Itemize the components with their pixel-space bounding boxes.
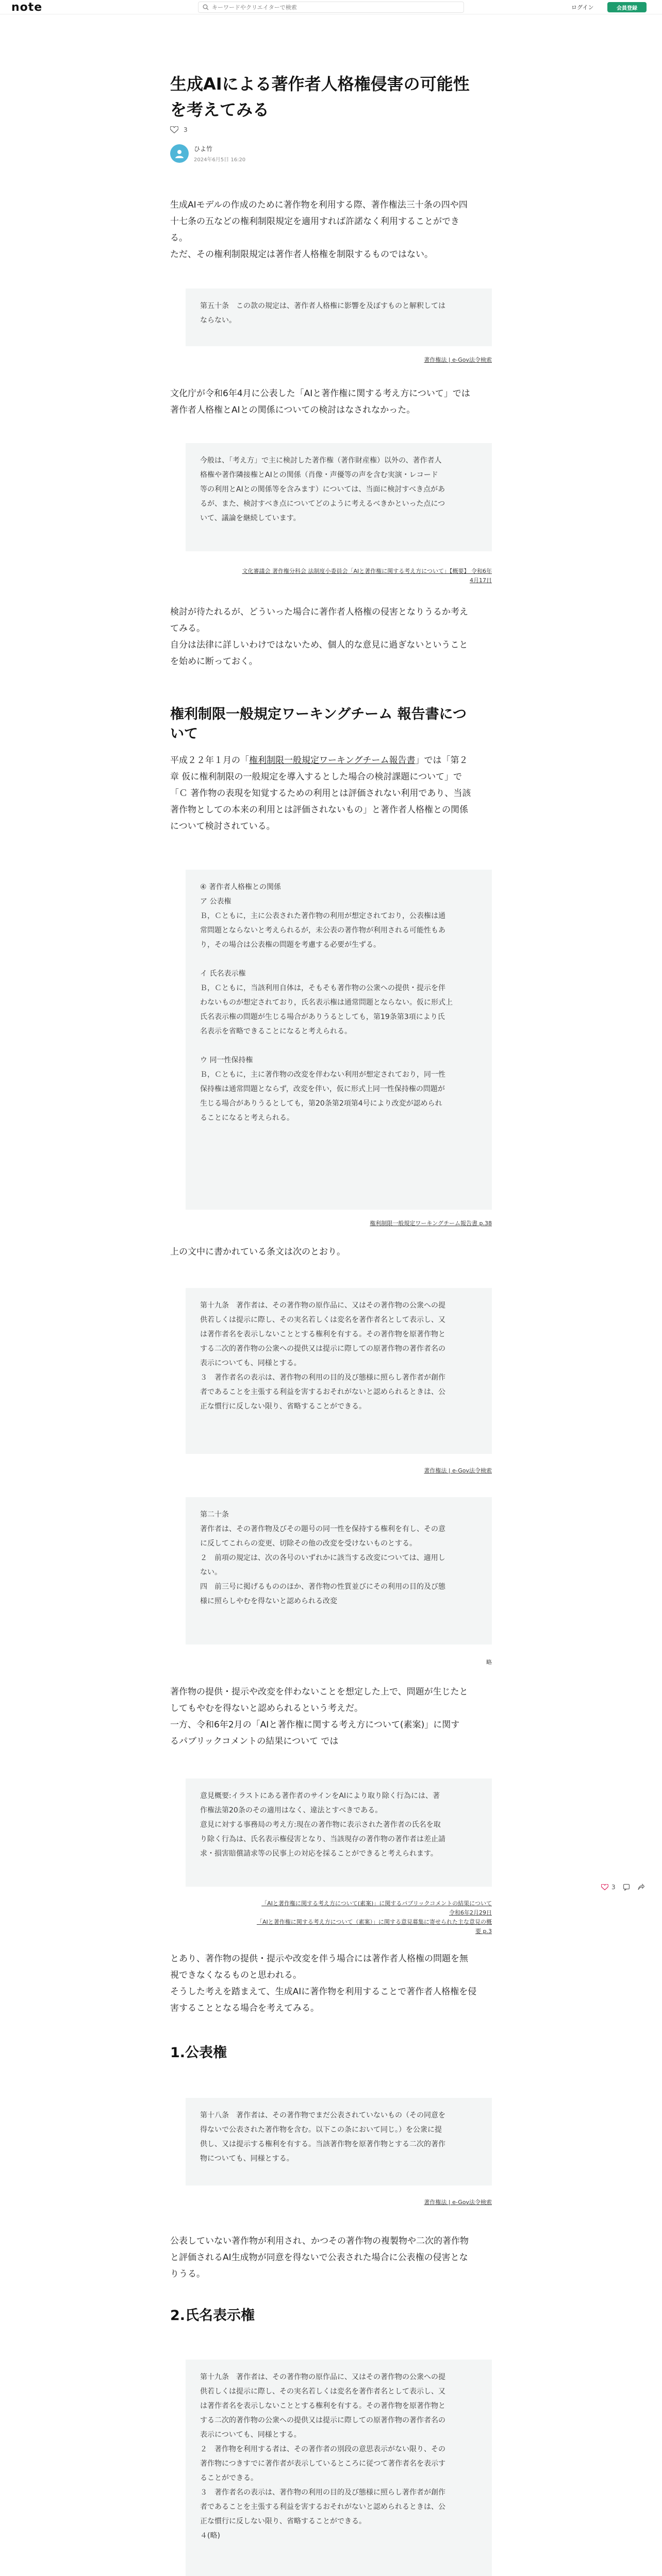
text-span: 」では「第２ xyxy=(415,755,468,766)
quote-line: 得ないで公表された著作物を含む。以下この条において同じ。）を公衆に提 xyxy=(200,2126,442,2134)
quote-line: 第十八条 著作者は、その著作物でまだ公表されていないもの（その同意を xyxy=(200,2111,445,2120)
text-line: りうる。 xyxy=(170,2269,205,2279)
quote-line: るが、また、検討すべき点についてどのように考えるべきかといった点につ xyxy=(200,500,445,508)
quote-line: Ｂ，Ｃともに，主に公表された著作物の利用が想定されており，公表権は通 xyxy=(200,912,445,920)
section-heading-1: 1.公表権 xyxy=(170,2045,227,2061)
quote-line: ３ 著作者名の表示は、著作物の利用の目的及び態様に照らし著作者が創作 xyxy=(200,2488,445,2497)
text-line: 視できなくなるものと思われる。 xyxy=(170,1970,302,1980)
quote-line: 正な慣行に反しない限り、省略することができる。 xyxy=(200,2517,366,2526)
report-link[interactable]: 権利制限一般規定ワーキングチーム報告書 xyxy=(249,755,416,766)
quote-line xyxy=(200,1039,477,1053)
paragraph-4 xyxy=(170,752,492,835)
quote-line: 第十九条 著作者は、その著作物の原作品に、又はその著作物の公衆への提 xyxy=(200,1301,445,1310)
search-icon xyxy=(203,4,209,10)
quote-line: 四 前三号に掲げるもののほか、著作物の性質並びにその利用の目的及び態 xyxy=(200,1583,445,1591)
text-line: るパブリックコメントの結果について では xyxy=(170,1736,339,1747)
quote-line: 格権や著作隣接権とAIとの関係（肖像・声優等の声を含む実演・レコード xyxy=(200,471,438,479)
text-line: てみる。 xyxy=(170,623,205,634)
quote-line: は著作者名を表示しないこととする権利を有する。その著作物を原著作物と xyxy=(200,2402,445,2410)
float-like[interactable] xyxy=(601,1884,616,1891)
text-line: 著作物としての本来の利用とは評価されないもの」と著作者人格権との関係 xyxy=(170,805,468,815)
blockquote-3 xyxy=(186,870,492,1210)
author-block[interactable] xyxy=(170,144,245,163)
quote-line: ④ 著作者人格権との関係 xyxy=(200,883,282,891)
paragraph-2 xyxy=(170,385,492,418)
text-line: 検討が待たれるが、どういった場合に著作者人格権の侵害となりうるか考え xyxy=(170,607,468,617)
section-heading-2: 2.氏名表示権 xyxy=(170,2308,255,2324)
quote-line: ることになると考えられる。 xyxy=(200,1114,294,1122)
quote-line: 表示についても、同様とする。 xyxy=(200,1359,301,1367)
blockquote-6 xyxy=(186,1778,492,1887)
quote-line: 者であることを主張する利益を害するおそれがないと認められるときは、公 xyxy=(200,2503,445,2511)
text-line: と評価されるAI生成物が同意を得ないで公表された場合に公表権の侵害とな xyxy=(170,2252,468,2263)
quote-line: ３ 著作者名の表示は、著作物の利用の目的及び態様に照らし著作者が創作 xyxy=(200,1374,445,1382)
quote-line: ４(略) xyxy=(200,2532,220,2540)
text-line: そうした考えを踏まえて、生成AIに著作物を利用することで著作者人格権を侵 xyxy=(170,1987,477,1997)
text-line: 一方、令和6年2月の「AIと著作権に関する考え方について(素案)」に関す xyxy=(170,1720,460,1730)
quote-line: Ｂ，Ｃともに，主に著作物の改変を伴わない利用が想定されており，同一性 xyxy=(200,1071,445,1079)
quote-line: 著作者は、その著作物及びその題号の同一性を保持する権利を有し、その意 xyxy=(200,1525,445,1533)
quote-line: イ 氏名表示権 xyxy=(200,970,246,978)
text-span: 平成２２年１月の「 xyxy=(170,755,249,766)
text-line: ただ、その権利制限規定は著作者人格権を制限するものではない。 xyxy=(170,249,433,260)
quote-line: 第十九条 著作者は、その著作物の原作品に、又はその著作物の公衆への提 xyxy=(200,2373,445,2381)
blockquote-5 xyxy=(186,1497,492,1645)
citation-link[interactable]: 「AIと著作権に関する考え方について（素案）」に関する意見募集に寄せられた主な意見の概 xyxy=(256,1919,492,1925)
float-like-count: 3 xyxy=(611,1884,616,1891)
citation-link[interactable]: 文化審議会 著作権分科会 法制度小委員会「AIと著作権に関する考え方について」【概要】 令和6年 xyxy=(242,568,492,574)
text-line: について検討されている。 xyxy=(170,821,275,832)
section-heading-wg xyxy=(170,705,492,744)
quote-line: 氏名表示権の問題が生じる場合がありうるとしても，第19条第3項により氏 xyxy=(200,1013,445,1021)
quote-line: 第五十条 この款の規定は、著作者人格権に影響を及ぼすものと解釈しては xyxy=(200,302,445,310)
search-box[interactable] xyxy=(198,2,464,13)
quote-line: いて、議論を継続しています。 xyxy=(200,514,301,522)
paragraph-6 xyxy=(170,1684,492,1750)
quote-line: 常問題とならないと考えられるが，未公表の著作物が利用される可能性もあ xyxy=(200,926,445,935)
quote-line: 今般は、「考え方」で主に検討した著作権（著作財産権）以外の、著作者人 xyxy=(200,456,442,465)
signup-button[interactable]: 会員登録 xyxy=(607,2,647,12)
quote-line: り除く行為は、氏名表示権侵害となり、当該現存の著作物の著作者は差止請 xyxy=(200,1835,445,1843)
text-line: 公表していない著作物が利用され、かつその著作物の複製物や二次的著作物 xyxy=(170,2236,469,2246)
quote-line xyxy=(200,952,477,967)
blockquote-8 xyxy=(186,2360,492,2576)
blockquote-7 xyxy=(186,2098,492,2185)
quote-line: ウ 同一性保持権 xyxy=(200,1056,253,1064)
article-title xyxy=(170,71,492,123)
text-line: 文化庁が令和6年4月に公表した「AIと著作権に関する考え方について」では xyxy=(170,388,470,399)
paragraph-3 xyxy=(170,604,492,670)
title-line: を考えてみる xyxy=(170,100,270,120)
paragraph-intro xyxy=(170,197,492,263)
text-line: 章 仮に権利制限の一般規定を導入するとした場合の検討課題について」で xyxy=(170,772,462,782)
quote-line: 正な慣行に反しない限り、省略することができる。 xyxy=(200,1402,366,1411)
like-count: 3 xyxy=(184,126,188,133)
heading-line: 権利制限一般規定ワーキングチーム 報告書につ xyxy=(170,706,467,722)
quote-line: 供若しくは提示に際し、その実名若しくは変名を著作者名として表示し、又 xyxy=(200,2387,445,2396)
quote-line: 供若しくは提示に際し、その実名若しくは変名を著作者名として表示し、又 xyxy=(200,1316,445,1324)
text-line: 著作者人格権とAIとの関係についての検討はなされなかった。 xyxy=(170,405,416,415)
comment-icon[interactable] xyxy=(623,1884,630,1891)
quote-line: に反してこれらの変更、切除その他の改変を受けないものとする。 xyxy=(200,1539,417,1548)
heart-icon[interactable] xyxy=(601,1884,608,1890)
avatar[interactable] xyxy=(170,144,189,163)
text-line: 自分は法律に詳しいわけではないため、個人的な意見に過ぎないということ xyxy=(170,640,468,650)
quote-line: 第二十条 xyxy=(200,1511,229,1519)
text-line xyxy=(170,752,492,769)
blockquote-4 xyxy=(186,1288,492,1454)
user-icon xyxy=(174,148,185,159)
text-line: 「Ｃ 著作物の表現を知覚するための利用とは評価されない利用であり、当該 xyxy=(170,788,471,799)
blockquote-2 xyxy=(186,443,492,551)
citation-link[interactable]: 4月17日 xyxy=(470,577,492,584)
text-line: る。 xyxy=(170,233,188,243)
note-logo[interactable]: note xyxy=(11,1,43,14)
quote-line: ならない。 xyxy=(200,316,236,325)
share-icon[interactable] xyxy=(637,1884,644,1891)
citation-link[interactable]: 権利制限一般規定ワーキングチーム報告書 p.38 xyxy=(370,1220,492,1227)
omitted-note: 略 xyxy=(486,1659,492,1666)
quote-line: 保持権は通常問題とならず，改変を伴い，仮に形式上同一性保持権の問題が xyxy=(200,1085,445,1093)
paragraph-5: 上の文中に書かれている条文は次のとおり。 xyxy=(170,1247,345,1257)
quote-line: 作権法第20条のその適用はなく、違法とすべきである。 xyxy=(200,1806,383,1815)
quote-line: ア 公表権 xyxy=(200,897,231,906)
quote-line: 生じる場合がありうるとしても，第20条第2項第4号により改変が認められ xyxy=(200,1099,442,1108)
quote-line: り，その場合は公表権の問題を考慮する必要が生ずる。 xyxy=(200,941,380,949)
citation-link[interactable]: 著作権法 | e-Gov法令検索 xyxy=(424,357,492,363)
blockquote-1 xyxy=(186,289,492,346)
quote-line: 求・損害賠償請求等の民事上の対応を採ることができると考えられます。 xyxy=(200,1850,438,1858)
quote-line: ない。 xyxy=(200,1568,222,1577)
quote-line: 様に照らしやむを得ないと認められる改変 xyxy=(200,1597,337,1605)
paragraph-8 xyxy=(170,2233,492,2282)
text-line: とあり、著作物の提供・提示や改変を伴う場合には著作者人格権の問題を無 xyxy=(170,1954,468,1964)
text-line: してもやむを得ないと認められるという考えだ。 xyxy=(170,1703,363,1714)
author-meta xyxy=(194,144,245,163)
quote-line: 等の利用とAIとの関係等を含みます）については、当面に検討すべき点があ xyxy=(200,485,445,494)
quote-line: する二次的著作物の公衆への提供又は提示に際しての原著作物の著作者名の xyxy=(200,2416,445,2425)
heart-icon[interactable] xyxy=(170,126,178,133)
quote-line: Ｂ，Ｃともに，当該利用自体は，そもそも著作物の公衆への提供・提示を伴 xyxy=(200,984,445,992)
quote-line: する二次的著作物の公衆への提供又は提示に際しての原著作物の著作者名の xyxy=(200,1345,445,1353)
quote-line: 著作物につきすでに著作者が表示しているところに従つて著作者名を表示す xyxy=(200,2460,446,2468)
text-line: を始めに断っておく。 xyxy=(170,656,258,667)
author-name[interactable]: ひよ竹 xyxy=(194,145,213,152)
quote-line: わないものが想定されており，氏名表示権は通常問題とならない。仮に形式上 xyxy=(200,998,453,1007)
post-date: 2024年6月5日 16:20 xyxy=(194,157,246,163)
text-line: 生成AIモデルの作成のために著作物を利用する際、著作権法三十条の四や四 xyxy=(170,200,468,210)
citation-link[interactable]: 要 p.3 xyxy=(475,1928,492,1935)
quote-line: 意見に対する事務局の考え方:現在の著作物に表示された著作者の氏名を取 xyxy=(200,1821,441,1829)
title-line: 生成AIによる著作者人格権侵害の可能性 xyxy=(170,74,470,94)
paragraph-7 xyxy=(170,1951,492,2016)
search-input[interactable] xyxy=(212,4,449,11)
quote-line: ２ 著作物を利用する者は、その著作者の別段の意思表示がない限り、その xyxy=(200,2445,445,2453)
citation-link[interactable]: 令和6年2月29日 xyxy=(449,1909,492,1916)
floating-action-bar xyxy=(601,1884,652,1891)
like-row xyxy=(170,125,188,135)
quote-line: 物についても、同様とする。 xyxy=(200,2155,294,2163)
quote-line: 意見概要:イラストにある著作者のサインをAIにより取り除く行為には、著 xyxy=(200,1792,440,1800)
quote-line: 表示についても、同様とする。 xyxy=(200,2431,301,2439)
heading-line: いて xyxy=(170,726,198,742)
quote-line: ２ 前項の規定は、次の各号のいずれかに該当する改変については、適用し xyxy=(200,1554,445,1562)
quote-line: は著作者名を表示しないこととする権利を有する。その著作物を原著作物と xyxy=(200,1330,445,1338)
quote-line: 者であることを主張する利益を害するおそれがないと認められるときは、公 xyxy=(200,1388,445,1396)
site-header xyxy=(0,0,662,14)
text-line: 害することとなる場合を考えてみる。 xyxy=(170,2003,319,2013)
citation-link[interactable]: 著作権法 | e-Gov法令検索 xyxy=(424,2199,492,2206)
citation-link[interactable]: 「AIと著作権に関する考え方について(素案)」に関するパブリックコメントの結果について xyxy=(261,1900,492,1907)
text-line: 十七条の五などの権利制限規定を適用すれば許諾なく利用することができ xyxy=(170,216,459,227)
citation-link[interactable]: 著作権法 | e-Gov法令検索 xyxy=(424,1467,492,1474)
quote-line: 供し、又は提示する権利を有する。当該著作物を原著作物とする二次的著作 xyxy=(200,2140,445,2148)
quote-line: 名表示を省略できることになると考えられる。 xyxy=(200,1027,352,1036)
login-button[interactable]: ログイン xyxy=(571,4,594,11)
text-line: 著作物の提供・提示や改変を伴わないことを想定した上で、問題が生じたと xyxy=(170,1687,468,1697)
quote-line: ることができる。 xyxy=(200,2474,258,2482)
